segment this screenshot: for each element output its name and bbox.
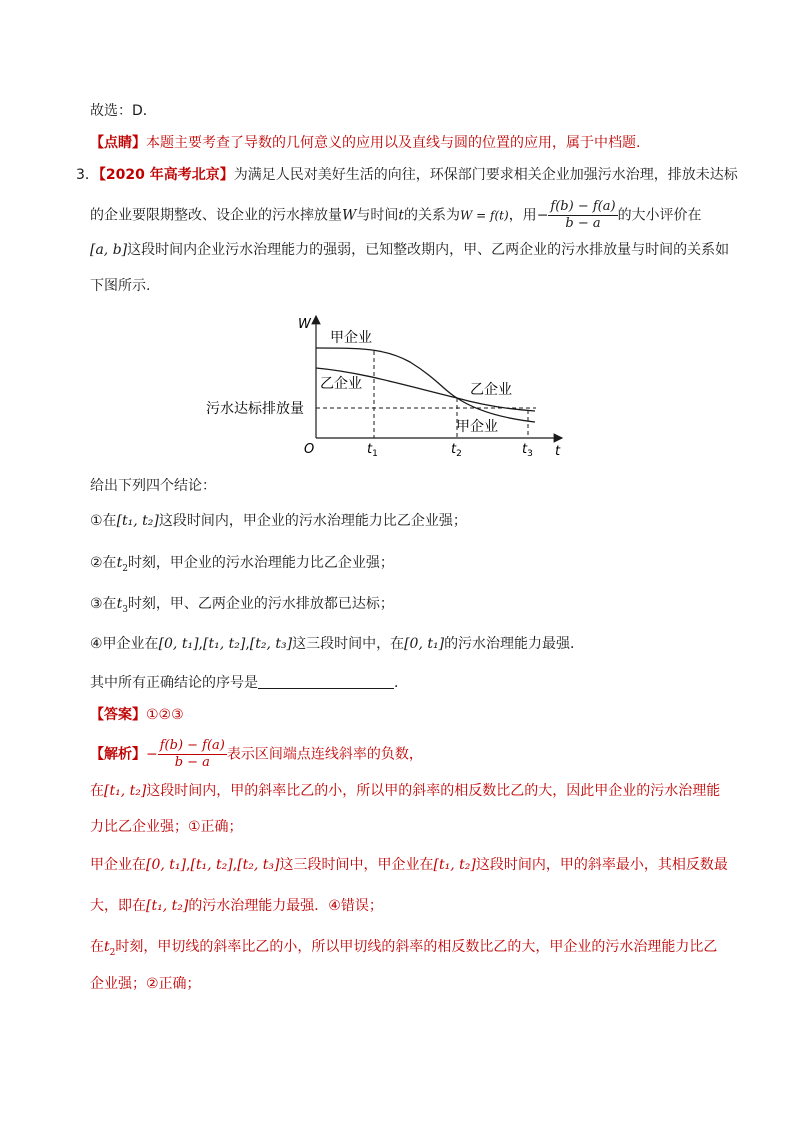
comment-label: 【点睛】 [90, 135, 146, 151]
analysis-2b: 这段时间内，甲的斜率比乙的小，所以甲的斜率的相反数比乙的大，因此甲企业的污水治理能 [146, 783, 721, 799]
problem-line-1 [76, 165, 738, 185]
answer-blank [258, 674, 394, 689]
analysis-4-comma1: , [185, 857, 191, 873]
tick-t2: $t_2$ [451, 442, 462, 459]
s2-sub: 2 [122, 563, 128, 574]
relation-formula: W = f(t) [460, 208, 509, 223]
analysis-6b: 时刻，甲切线的斜率比乙的小，所以甲切线的斜率的相反数比乙的大，甲企业的污水治理能力比乙 [115, 939, 718, 955]
s4-iv2: [t₁, t₂] [203, 636, 246, 652]
tick-t1: $t_1$ [367, 442, 378, 459]
analysis-5-iv: [t₁, t₂] [146, 898, 189, 914]
analysis-frac-num: f(b) − f(a) [159, 738, 225, 753]
x-axis-label: t [555, 444, 561, 459]
analysis-4-iv4: [t₁, t₂] [433, 857, 476, 873]
s3-t: t [116, 596, 123, 612]
s4-iv4: [0, t₁] [404, 636, 445, 652]
standard-label: 污水达标排放量 [206, 401, 304, 417]
analysis-5b: 的污水治理能力最强．④错误； [188, 898, 383, 914]
s4-c: 的污水治理能力最强． [444, 636, 585, 652]
analysis-line-6 [90, 937, 717, 963]
emission-graph [200, 310, 580, 460]
origin-label: O [304, 442, 315, 457]
s4-iv3: [t₂, t₃] [249, 636, 293, 652]
problem-line-2 [90, 199, 702, 232]
s2-b: 时刻，甲企业的污水治理能力比乙企业强； [127, 555, 394, 571]
s1-b: 这段时间内，甲企业的污水治理能力比乙企业强； [158, 513, 467, 529]
tick-t3: $t_3$ [522, 442, 533, 459]
question-text: 其中所有正确结论的序号是 [90, 675, 258, 691]
analysis-2-iv: [t₁, t₂] [104, 783, 147, 799]
answer-line [90, 705, 184, 725]
analysis-line-2 [90, 781, 720, 801]
analysis-4-iv3: [t₂, t₃] [237, 857, 280, 873]
statement-4 [90, 634, 584, 654]
analysis-4-comma2: , [232, 857, 238, 873]
analysis-6-sub: 2 [109, 947, 116, 958]
y-axis-label: W [298, 317, 311, 332]
s4-iv1: [0, t₁] [158, 636, 199, 652]
problem-text-3: 这段时间内企业污水治理能力的强弱，已知整改期内，甲、乙两企业的污水排放量与时间的关系如 [127, 242, 730, 258]
analysis-4b: 这三段时间中，甲企业在 [279, 857, 434, 873]
frac-denominator: b − a [565, 216, 601, 231]
analysis-6a: 在 [90, 939, 104, 955]
var-W: W [342, 207, 357, 224]
analysis-label: 【解析】 [90, 746, 146, 763]
problem-text-2d: ，用 [508, 207, 537, 224]
analysis-fraction [158, 738, 227, 771]
frac-numerator: f(b) − f(a) [550, 199, 616, 214]
analysis-minus: − [146, 746, 158, 763]
question-line [90, 673, 408, 693]
s4-comma1: , [198, 636, 203, 652]
analysis-line-7: 企业强；②正确； [90, 976, 201, 992]
var-t: t [398, 207, 405, 224]
analysis-line-3: 力比乙企业强；①正确； [90, 819, 243, 835]
problem-text-1: 为满足人民对美好生活的向往，环保部门要求相关企业加强污水治理，排放未达标 [233, 167, 738, 183]
comment-text: 本题主要考查了导数的几何意义的应用以及直线与圆的位置的应用，属于中档题. [146, 135, 641, 151]
label-jia-top: 甲企业 [330, 330, 372, 346]
analysis-line-5 [90, 896, 383, 916]
analysis-4-iv2: [t₁, t₂] [190, 857, 233, 873]
analysis-4c: 这段时间内，甲的斜率最小，其相反数最 [475, 857, 728, 873]
interval-ab: [a, b] [90, 242, 128, 258]
problem-text-2e: 的大小评价在 [617, 207, 702, 224]
problem-line-4: 下图所示. [90, 278, 151, 294]
minus-sign: − [536, 207, 549, 224]
problem-text-2a: 的企业要限期整改、设企业的污水摔放量 [90, 207, 342, 224]
answer-value: ①②③ [146, 707, 184, 723]
problem-line-3 [90, 240, 729, 260]
s3-b: 时刻，甲、乙两企业的污水排放都已达标； [127, 596, 394, 612]
s1-interval: [t₁, t₂] [116, 513, 159, 529]
s4-comma2: , [245, 636, 250, 652]
s1-a: ①在 [90, 513, 117, 529]
label-yi-right: 乙企业 [470, 382, 512, 398]
analysis-4-iv1: [0, t₁] [146, 857, 186, 873]
analysis-6-t: t [104, 939, 110, 955]
answer-label: 【答案】 [90, 707, 146, 723]
prev-conclusion: 故选：D． [90, 103, 157, 119]
question-end: ． [394, 675, 408, 691]
comment-line [90, 133, 640, 153]
label-yi-top: 乙企业 [320, 376, 362, 392]
s4-a: ④甲企业在 [90, 636, 159, 652]
analysis-5a: 大，即在 [90, 898, 146, 914]
statement-2 [90, 553, 394, 579]
s2-a: ②在 [90, 555, 117, 571]
difference-quotient [548, 199, 617, 232]
analysis-text-1: 表示区间端点连线斜率的负数， [226, 746, 423, 763]
statements-intro: 给出下列四个结论： [90, 478, 216, 494]
problem-source: 【2020 年高考北京】 [98, 167, 234, 183]
s3-sub: 3 [122, 604, 128, 615]
analysis-2a: 在 [90, 783, 104, 799]
problem-text-2c: 的关系为 [404, 207, 461, 224]
problem-text-2b: 与时间 [356, 207, 399, 224]
s3-a: ③在 [90, 596, 117, 612]
statement-3 [90, 594, 394, 620]
analysis-line-1 [90, 738, 423, 771]
problem-number: 3． [76, 167, 99, 183]
s4-b: 这三段时间中，在 [292, 636, 405, 652]
analysis-frac-den: b − a [174, 755, 210, 770]
s2-t: t [116, 555, 123, 571]
statement-1 [90, 511, 467, 531]
label-jia-bottom: 甲企业 [456, 419, 498, 435]
analysis-4a: 甲企业在 [90, 857, 146, 873]
analysis-line-4 [90, 855, 728, 875]
